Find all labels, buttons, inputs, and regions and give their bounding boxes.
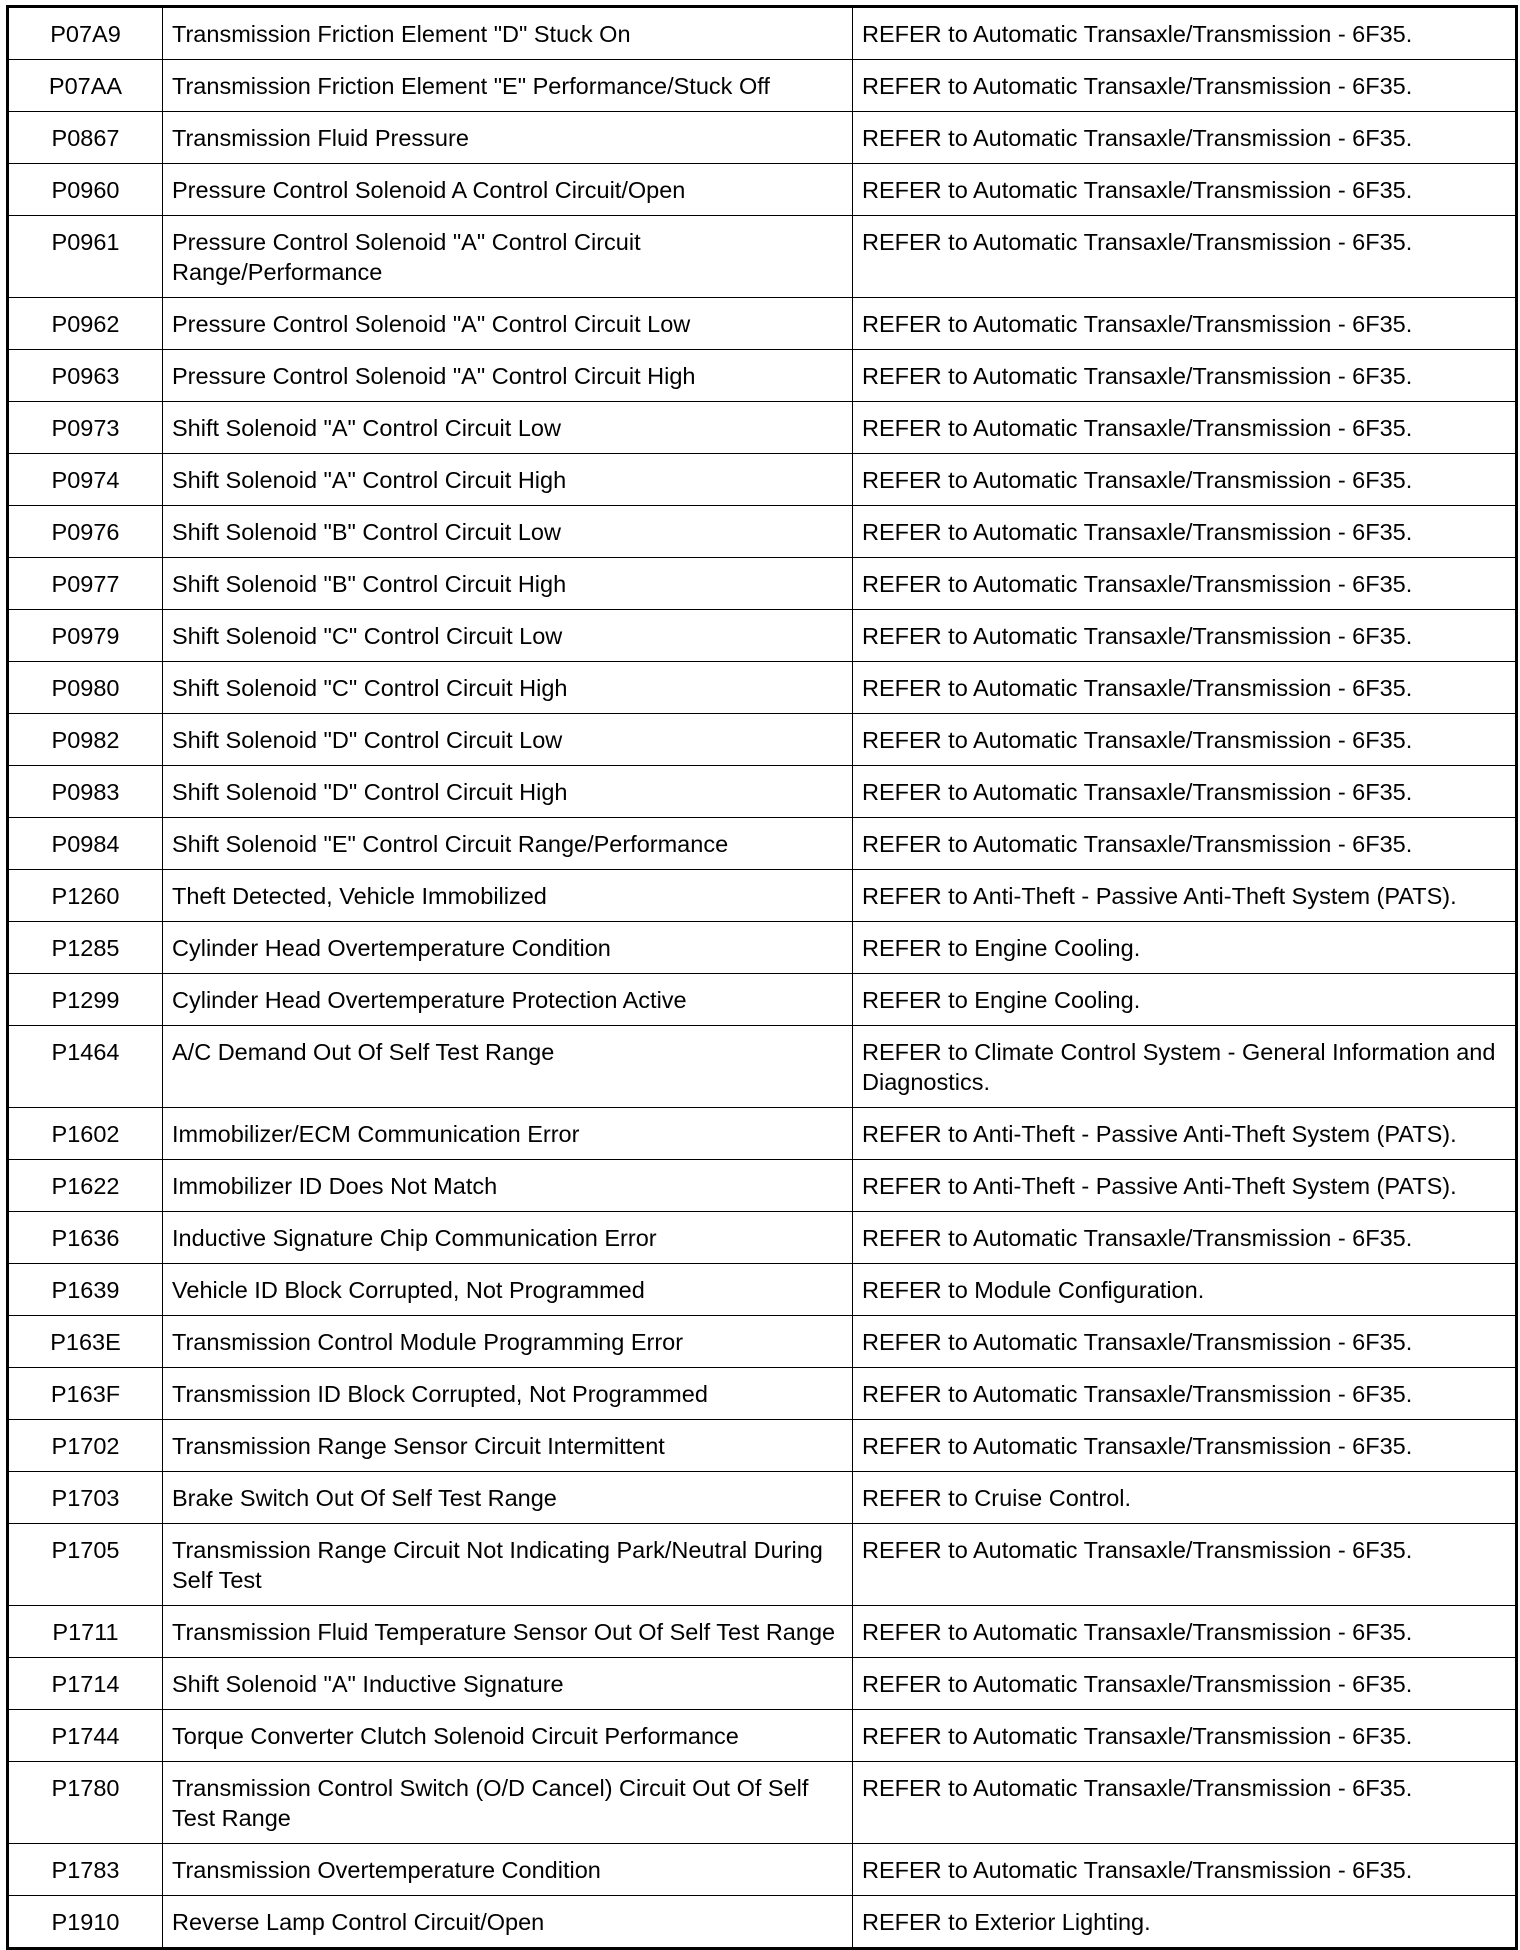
dtc-action-cell: REFER to Automatic Transaxle/Transmission - 6F35. xyxy=(853,1710,1517,1762)
dtc-code-cell: P0962 xyxy=(8,298,163,350)
table-row xyxy=(8,1026,1517,1108)
dtc-description-cell: Shift Solenoid "A" Control Circuit High xyxy=(163,454,853,506)
dtc-action-cell: REFER to Automatic Transaxle/Transmission - 6F35. xyxy=(853,766,1517,818)
dtc-description-cell: Immobilizer/ECM Communication Error xyxy=(163,1108,853,1160)
dtc-code-cell: P1711 xyxy=(8,1606,163,1658)
table-row xyxy=(8,402,1517,454)
dtc-code-cell: P0960 xyxy=(8,164,163,216)
table-row xyxy=(8,7,1517,60)
dtc-description-cell: Transmission Fluid Temperature Sensor Out Of Self Test Range xyxy=(163,1606,853,1658)
dtc-code-cell: P0867 xyxy=(8,112,163,164)
table-row xyxy=(8,1264,1517,1316)
dtc-code-cell: P1744 xyxy=(8,1710,163,1762)
dtc-code-cell: P1622 xyxy=(8,1160,163,1212)
dtc-code-cell: P1702 xyxy=(8,1420,163,1472)
dtc-code-cell: P0963 xyxy=(8,350,163,402)
dtc-code-cell: P1260 xyxy=(8,870,163,922)
dtc-code-cell: P0961 xyxy=(8,216,163,298)
dtc-code-cell: P07A9 xyxy=(8,7,163,60)
dtc-description-cell: Immobilizer ID Does Not Match xyxy=(163,1160,853,1212)
dtc-code-cell: P1783 xyxy=(8,1844,163,1896)
dtc-description-cell: Transmission Control Switch (O/D Cancel) Circuit Out Of Self Test Range xyxy=(163,1762,853,1844)
dtc-code-cell: P1910 xyxy=(8,1896,163,1949)
table-row xyxy=(8,60,1517,112)
dtc-description-cell: Shift Solenoid "B" Control Circuit High xyxy=(163,558,853,610)
dtc-code-cell: P0979 xyxy=(8,610,163,662)
dtc-description-cell: Inductive Signature Chip Communication Error xyxy=(163,1212,853,1264)
table-row xyxy=(8,766,1517,818)
dtc-description-cell: Shift Solenoid "C" Control Circuit High xyxy=(163,662,853,714)
dtc-action-cell: REFER to Automatic Transaxle/Transmission - 6F35. xyxy=(853,402,1517,454)
dtc-action-cell: REFER to Automatic Transaxle/Transmission - 6F35. xyxy=(853,1368,1517,1420)
table-row xyxy=(8,1524,1517,1606)
dtc-code-cell: P1299 xyxy=(8,974,163,1026)
dtc-action-cell: REFER to Automatic Transaxle/Transmission - 6F35. xyxy=(853,1844,1517,1896)
dtc-action-cell: REFER to Automatic Transaxle/Transmission - 6F35. xyxy=(853,558,1517,610)
dtc-code-cell: P163F xyxy=(8,1368,163,1420)
dtc-action-cell: REFER to Automatic Transaxle/Transmission - 6F35. xyxy=(853,454,1517,506)
dtc-action-cell: REFER to Automatic Transaxle/Transmission - 6F35. xyxy=(853,298,1517,350)
dtc-action-cell: REFER to Anti-Theft - Passive Anti-Theft System (PATS). xyxy=(853,1160,1517,1212)
dtc-description-cell: Shift Solenoid "D" Control Circuit Low xyxy=(163,714,853,766)
dtc-action-cell: REFER to Cruise Control. xyxy=(853,1472,1517,1524)
dtc-description-cell: Cylinder Head Overtemperature Condition xyxy=(163,922,853,974)
dtc-action-cell: REFER to Automatic Transaxle/Transmission - 6F35. xyxy=(853,1524,1517,1606)
table-row xyxy=(8,1606,1517,1658)
dtc-description-cell: Pressure Control Solenoid "A" Control Circuit Low xyxy=(163,298,853,350)
dtc-table xyxy=(6,5,1518,1950)
table-row xyxy=(8,454,1517,506)
dtc-action-cell: REFER to Automatic Transaxle/Transmission - 6F35. xyxy=(853,610,1517,662)
dtc-description-cell: Pressure Control Solenoid "A" Control Circuit Range/Performance xyxy=(163,216,853,298)
table-row xyxy=(8,1108,1517,1160)
table-row xyxy=(8,818,1517,870)
dtc-description-cell: Shift Solenoid "B" Control Circuit Low xyxy=(163,506,853,558)
dtc-action-cell: REFER to Climate Control System - General Information and Diagnostics. xyxy=(853,1026,1517,1108)
table-row xyxy=(8,1316,1517,1368)
dtc-description-cell: Shift Solenoid "A" Inductive Signature xyxy=(163,1658,853,1710)
dtc-description-cell: Pressure Control Solenoid "A" Control Circuit High xyxy=(163,350,853,402)
dtc-description-cell: Transmission ID Block Corrupted, Not Programmed xyxy=(163,1368,853,1420)
dtc-action-cell: REFER to Automatic Transaxle/Transmission - 6F35. xyxy=(853,216,1517,298)
table-row xyxy=(8,714,1517,766)
table-row xyxy=(8,1896,1517,1949)
dtc-description-cell: Shift Solenoid "D" Control Circuit High xyxy=(163,766,853,818)
dtc-code-cell: P0973 xyxy=(8,402,163,454)
table-row xyxy=(8,216,1517,298)
table-row xyxy=(8,1762,1517,1844)
dtc-description-cell: Transmission Overtemperature Condition xyxy=(163,1844,853,1896)
dtc-action-cell: REFER to Automatic Transaxle/Transmission - 6F35. xyxy=(853,60,1517,112)
dtc-description-cell: Transmission Range Circuit Not Indicating Park/Neutral During Self Test xyxy=(163,1524,853,1606)
dtc-action-cell: REFER to Automatic Transaxle/Transmission - 6F35. xyxy=(853,1212,1517,1264)
dtc-action-cell: REFER to Automatic Transaxle/Transmission - 6F35. xyxy=(853,1420,1517,1472)
dtc-action-cell: REFER to Anti-Theft - Passive Anti-Theft System (PATS). xyxy=(853,870,1517,922)
table-row xyxy=(8,350,1517,402)
table-row xyxy=(8,558,1517,610)
dtc-action-cell: REFER to Automatic Transaxle/Transmission - 6F35. xyxy=(853,662,1517,714)
dtc-code-cell: P0977 xyxy=(8,558,163,610)
dtc-action-cell: REFER to Engine Cooling. xyxy=(853,922,1517,974)
dtc-code-cell: P1464 xyxy=(8,1026,163,1108)
dtc-code-cell: P0982 xyxy=(8,714,163,766)
table-row xyxy=(8,974,1517,1026)
dtc-description-cell: Theft Detected, Vehicle Immobilized xyxy=(163,870,853,922)
dtc-action-cell: REFER to Automatic Transaxle/Transmission - 6F35. xyxy=(853,1316,1517,1368)
dtc-table-body xyxy=(8,7,1517,1949)
table-row xyxy=(8,1212,1517,1264)
dtc-description-cell: Shift Solenoid "E" Control Circuit Range/Performance xyxy=(163,818,853,870)
dtc-description-cell: Reverse Lamp Control Circuit/Open xyxy=(163,1896,853,1949)
dtc-description-cell: Torque Converter Clutch Solenoid Circuit Performance xyxy=(163,1710,853,1762)
dtc-code-cell: P1703 xyxy=(8,1472,163,1524)
dtc-description-cell: Transmission Range Sensor Circuit Intermittent xyxy=(163,1420,853,1472)
dtc-description-cell: Vehicle ID Block Corrupted, Not Programmed xyxy=(163,1264,853,1316)
dtc-action-cell: REFER to Automatic Transaxle/Transmission - 6F35. xyxy=(853,7,1517,60)
table-row xyxy=(8,1368,1517,1420)
table-row xyxy=(8,1160,1517,1212)
table-row xyxy=(8,870,1517,922)
dtc-code-cell: P0984 xyxy=(8,818,163,870)
dtc-action-cell: REFER to Automatic Transaxle/Transmission - 6F35. xyxy=(853,1658,1517,1710)
dtc-code-cell: P1636 xyxy=(8,1212,163,1264)
dtc-action-cell: REFER to Automatic Transaxle/Transmission - 6F35. xyxy=(853,818,1517,870)
dtc-action-cell: REFER to Exterior Lighting. xyxy=(853,1896,1517,1949)
dtc-description-cell: Pressure Control Solenoid A Control Circuit/Open xyxy=(163,164,853,216)
dtc-description-cell: Shift Solenoid "C" Control Circuit Low xyxy=(163,610,853,662)
dtc-code-cell: P0983 xyxy=(8,766,163,818)
dtc-description-cell: Transmission Friction Element "D" Stuck On xyxy=(163,7,853,60)
dtc-code-cell: P1705 xyxy=(8,1524,163,1606)
dtc-action-cell: REFER to Automatic Transaxle/Transmission - 6F35. xyxy=(853,112,1517,164)
table-row xyxy=(8,1420,1517,1472)
dtc-action-cell: REFER to Automatic Transaxle/Transmission - 6F35. xyxy=(853,350,1517,402)
table-row xyxy=(8,1658,1517,1710)
dtc-code-cell: P0980 xyxy=(8,662,163,714)
table-row xyxy=(8,610,1517,662)
dtc-description-cell: A/C Demand Out Of Self Test Range xyxy=(163,1026,853,1108)
table-row xyxy=(8,298,1517,350)
dtc-action-cell: REFER to Automatic Transaxle/Transmission - 6F35. xyxy=(853,714,1517,766)
dtc-description-cell: Transmission Control Module Programming Error xyxy=(163,1316,853,1368)
dtc-code-cell: P1639 xyxy=(8,1264,163,1316)
table-row xyxy=(8,1710,1517,1762)
dtc-action-cell: REFER to Automatic Transaxle/Transmission - 6F35. xyxy=(853,1606,1517,1658)
dtc-description-cell: Shift Solenoid "A" Control Circuit Low xyxy=(163,402,853,454)
dtc-code-cell: P0976 xyxy=(8,506,163,558)
table-row xyxy=(8,506,1517,558)
table-row xyxy=(8,662,1517,714)
dtc-code-cell: P1714 xyxy=(8,1658,163,1710)
dtc-action-cell: REFER to Anti-Theft - Passive Anti-Theft System (PATS). xyxy=(853,1108,1517,1160)
table-row xyxy=(8,112,1517,164)
dtc-action-cell: REFER to Module Configuration. xyxy=(853,1264,1517,1316)
dtc-description-cell: Transmission Fluid Pressure xyxy=(163,112,853,164)
dtc-code-cell: P1285 xyxy=(8,922,163,974)
table-row xyxy=(8,1472,1517,1524)
dtc-code-cell: P07AA xyxy=(8,60,163,112)
table-row xyxy=(8,922,1517,974)
dtc-code-cell: P1602 xyxy=(8,1108,163,1160)
dtc-code-cell: P163E xyxy=(8,1316,163,1368)
dtc-description-cell: Brake Switch Out Of Self Test Range xyxy=(163,1472,853,1524)
dtc-code-cell: P0974 xyxy=(8,454,163,506)
dtc-description-cell: Cylinder Head Overtemperature Protection Active xyxy=(163,974,853,1026)
table-row xyxy=(8,1844,1517,1896)
table-row xyxy=(8,164,1517,216)
dtc-code-cell: P1780 xyxy=(8,1762,163,1844)
dtc-action-cell: REFER to Automatic Transaxle/Transmission - 6F35. xyxy=(853,506,1517,558)
dtc-action-cell: REFER to Automatic Transaxle/Transmission - 6F35. xyxy=(853,164,1517,216)
dtc-description-cell: Transmission Friction Element "E" Performance/Stuck Off xyxy=(163,60,853,112)
dtc-action-cell: REFER to Engine Cooling. xyxy=(853,974,1517,1026)
dtc-action-cell: REFER to Automatic Transaxle/Transmission - 6F35. xyxy=(853,1762,1517,1844)
